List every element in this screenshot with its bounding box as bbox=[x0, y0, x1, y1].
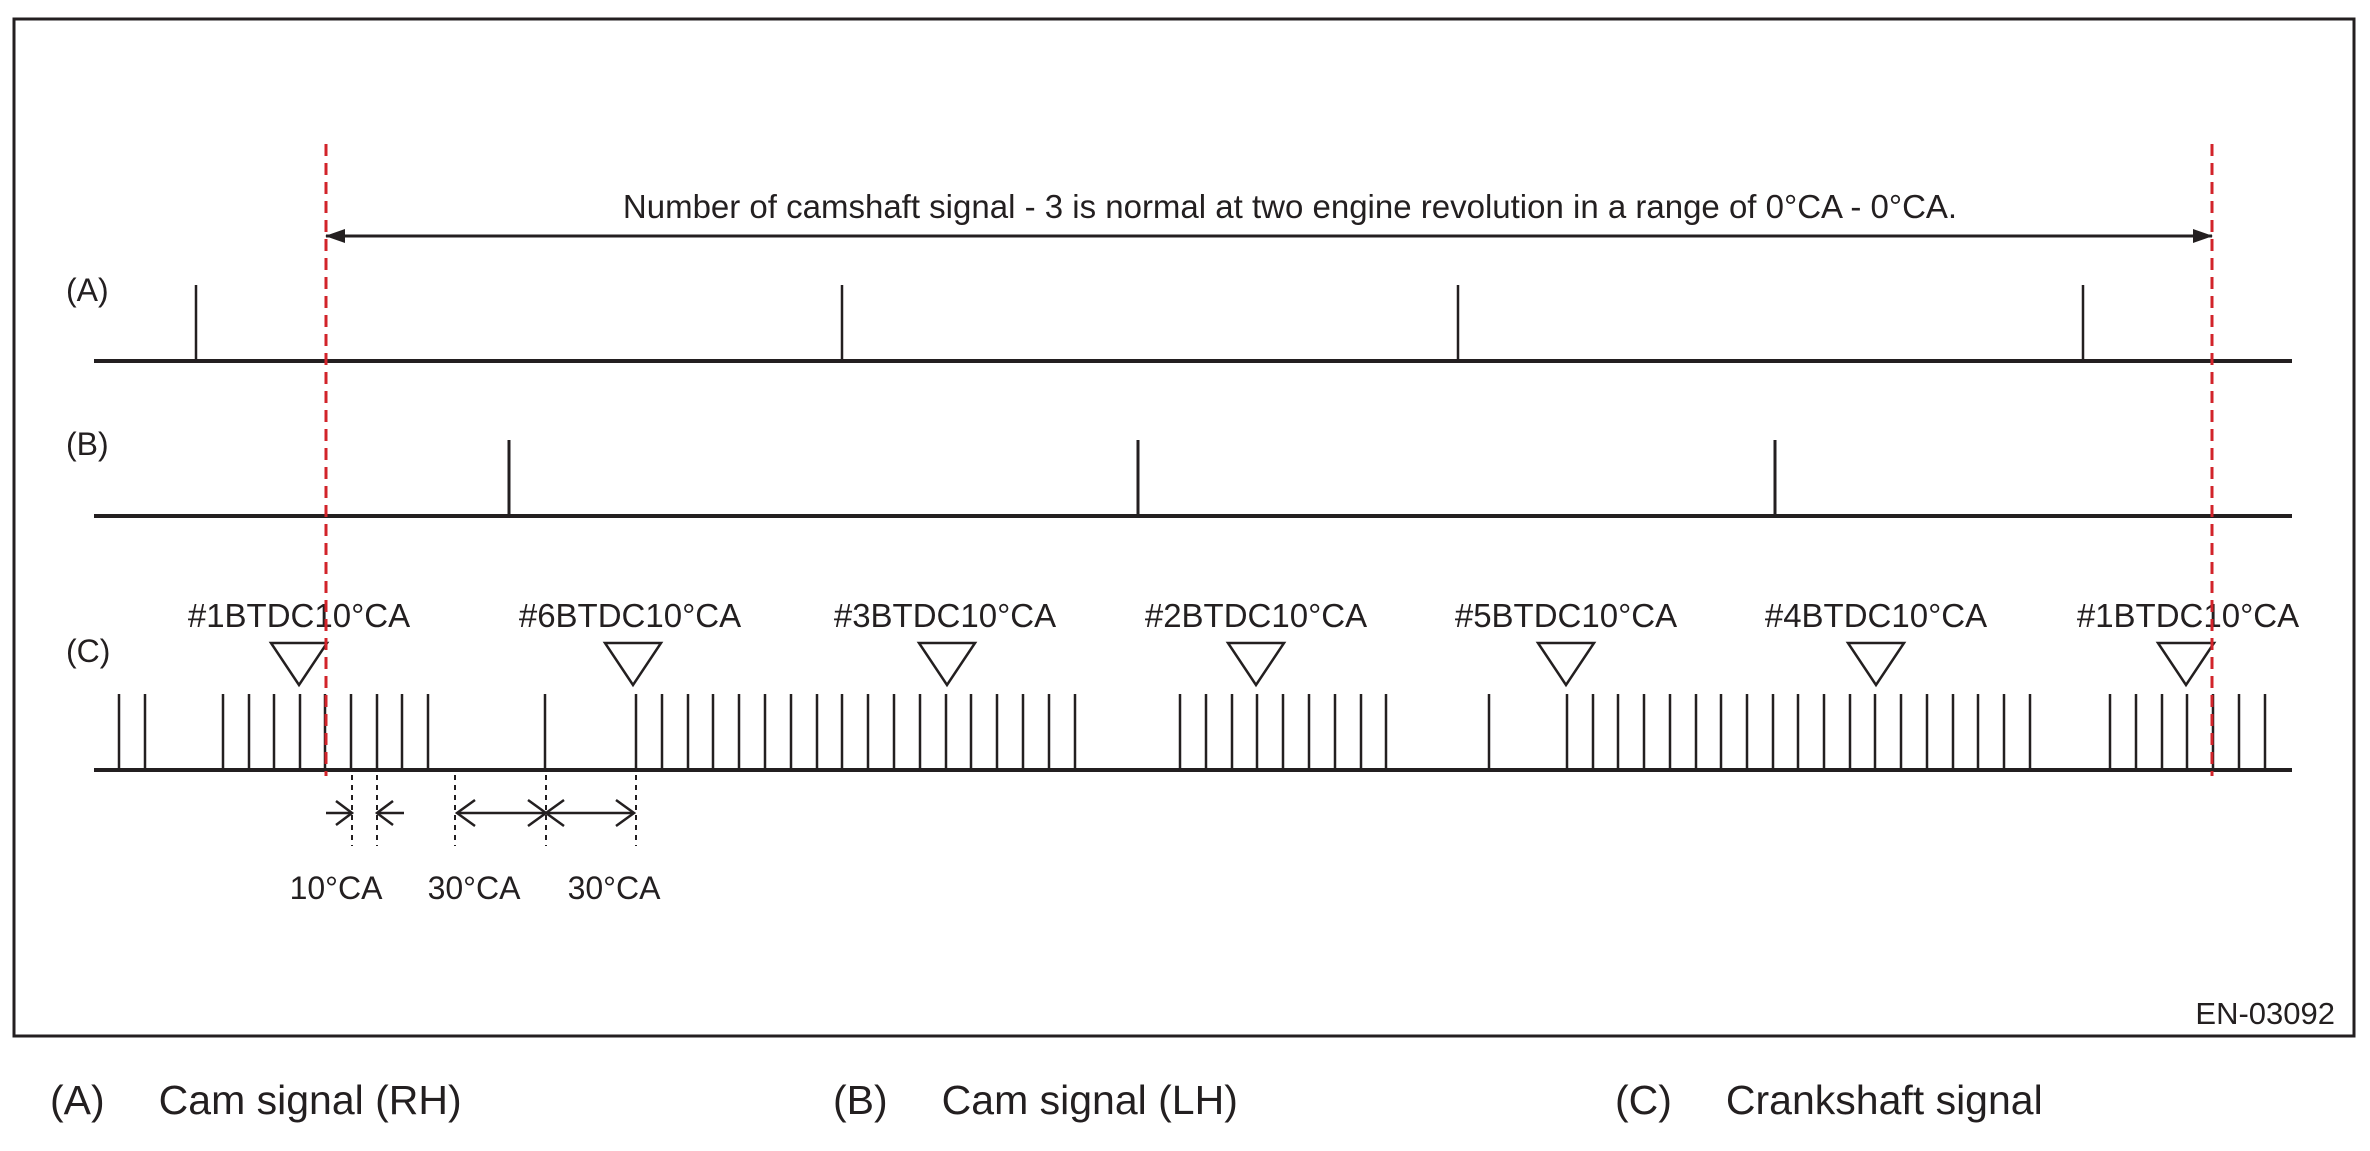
signal-b-key: (B) bbox=[66, 426, 109, 462]
crank-marker bbox=[188, 597, 410, 685]
range-annotation: Number of camshaft signal - 3 is normal at two engine revolution in a range of 0°CA - 0°CA. bbox=[622, 188, 1958, 225]
crank-marker bbox=[519, 597, 741, 685]
crank-marker-label: #6BTDC10°CA bbox=[518, 597, 742, 634]
crank-marker-label: #1BTDC10°CA bbox=[2076, 597, 2300, 634]
crank-marker bbox=[2077, 597, 2299, 685]
crank-marker-triangle bbox=[1538, 643, 1594, 685]
crank-marker-triangle bbox=[919, 643, 975, 685]
crank-marker-triangle bbox=[2158, 643, 2214, 685]
crank-marker-triangle bbox=[1848, 643, 1904, 685]
legend-item-c bbox=[1615, 1072, 2043, 1128]
legend-text: Cam signal (RH) bbox=[158, 1077, 462, 1123]
signal-c-key: (C) bbox=[66, 633, 111, 669]
legend-item-b bbox=[833, 1072, 1238, 1128]
signal-a-pulses bbox=[196, 285, 2083, 361]
signal-a-key: (A) bbox=[66, 272, 109, 308]
signal-c-pulses bbox=[119, 694, 2265, 770]
crank-marker bbox=[1145, 597, 1367, 685]
crank-marker-label: #3BTDC10°CA bbox=[833, 597, 1057, 634]
dimension-guides bbox=[352, 775, 636, 846]
crank-marker bbox=[834, 597, 1056, 685]
legend-key: (C) bbox=[1615, 1077, 1672, 1123]
crank-marker bbox=[1455, 597, 1677, 685]
signal-b-pulses bbox=[509, 440, 1775, 516]
dimension-30-ca-arrows bbox=[457, 800, 634, 826]
crank-marker-triangle bbox=[605, 643, 661, 685]
crank-marker-triangle bbox=[1228, 643, 1284, 685]
crank-marker-label: #5BTDC10°CA bbox=[1454, 597, 1678, 634]
crank-marker-label: #2BTDC10°CA bbox=[1144, 597, 1368, 634]
dimension-10-ca bbox=[326, 801, 404, 825]
crank-marker-label: #1BTDC10°CA bbox=[187, 597, 411, 634]
legend-text: Crankshaft signal bbox=[1725, 1077, 2043, 1123]
dimension-label: 30°CA bbox=[427, 870, 521, 906]
crank-marker-triangle bbox=[271, 643, 327, 685]
dimension-label: 30°CA bbox=[567, 870, 661, 906]
legend-text: Cam signal (LH) bbox=[941, 1077, 1238, 1123]
figure-id: EN-03092 bbox=[2195, 996, 2335, 1031]
legend-key: (A) bbox=[50, 1077, 105, 1123]
crank-marker bbox=[1765, 597, 1987, 685]
legend-item-a bbox=[50, 1072, 462, 1128]
dimension-label: 10°CA bbox=[289, 870, 383, 906]
crank-marker-label: #4BTDC10°CA bbox=[1764, 597, 1988, 634]
legend-key: (B) bbox=[833, 1077, 888, 1123]
